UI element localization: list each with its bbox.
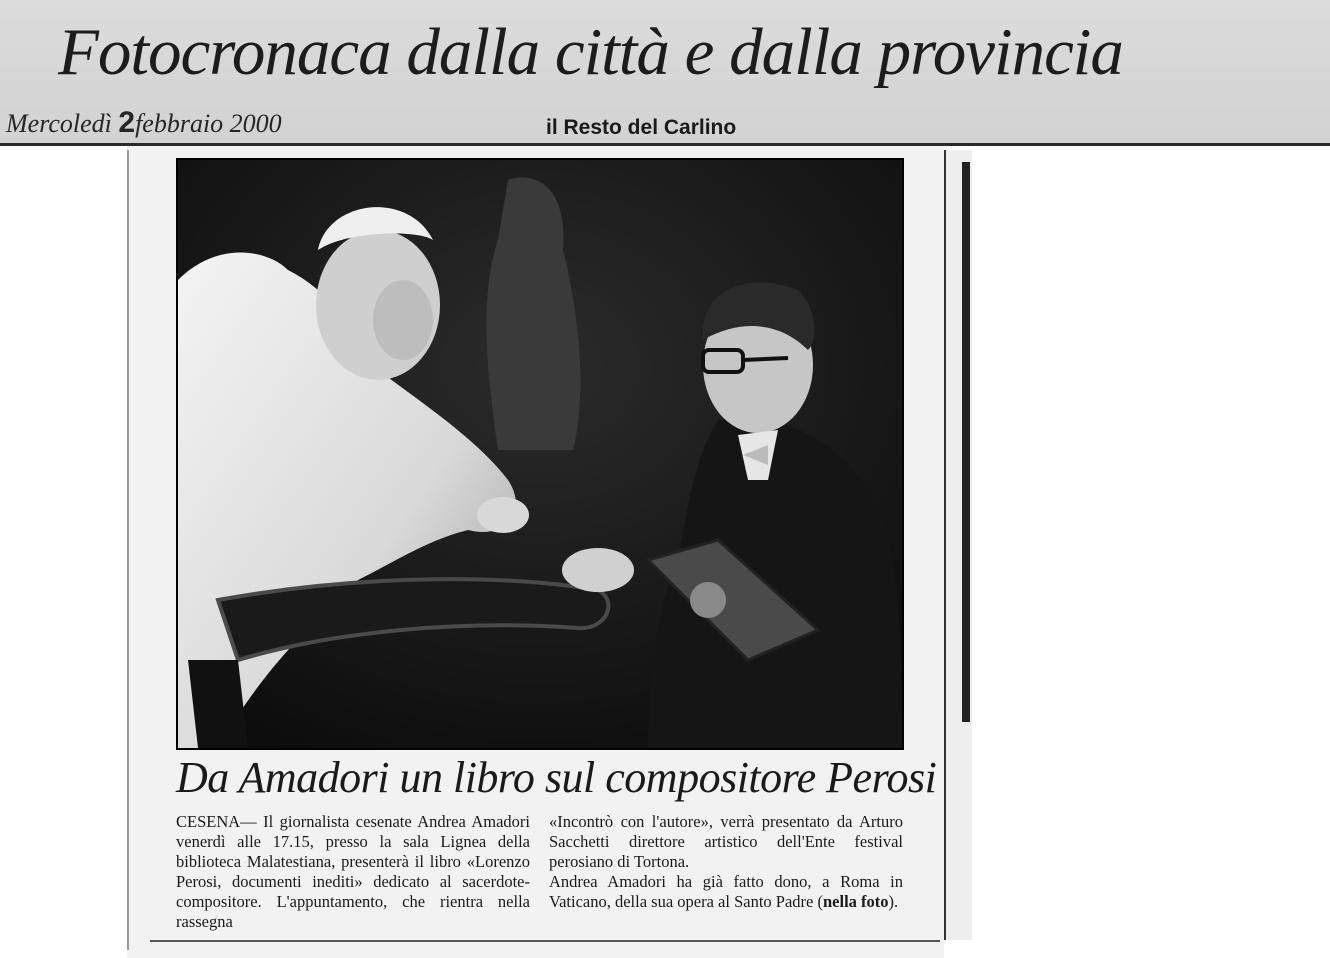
article-paragraph-3-end: ). <box>888 892 899 911</box>
photograph-pope-and-author-icon <box>178 160 902 748</box>
adjacent-column-dark-band <box>962 162 970 722</box>
article-paragraph-3 <box>549 872 903 912</box>
bottom-rule <box>150 940 940 942</box>
publication-date <box>6 106 282 140</box>
section-title: Fotocronaca dalla città e dalla provincia <box>58 15 1123 89</box>
photo-reference: nella foto <box>822 892 889 911</box>
article-photo <box>176 158 904 750</box>
date-rest: febbraio 2000 <box>135 109 282 138</box>
article-column-2 <box>549 812 903 912</box>
date-weekday: Mercoledì <box>6 109 112 138</box>
article-column-1 <box>176 812 530 932</box>
article-paragraph-1: CESENA— Il giornalista cesenate Andrea Amadori venerdì alle 17.15, presso la sala Lignea della biblioteca Malatestiana, presenterà il libro «Lorenzo Perosi, documenti inediti» dedicato al sacerdote-compositore. L'appuntamento, che rientra nella rassegna <box>176 812 530 931</box>
article-paragraph-2: «Incontrò con l'autore», verrà presentato da Arturo Sacchetti direttore artistico dell'Ente festival perosiano di Tortona. <box>549 812 903 871</box>
article-paragraph-3-text: Andrea Amadori ha già fatto dono, a Roma in Vaticano, della sua opera al Santo Padre ( <box>549 872 903 911</box>
article-headline: Da Amadori un libro sul compositore Perosi <box>176 753 937 802</box>
date-day: 2 <box>118 106 136 139</box>
clipping-edge <box>127 150 129 950</box>
newspaper-name: il Resto del Carlino <box>546 116 737 139</box>
